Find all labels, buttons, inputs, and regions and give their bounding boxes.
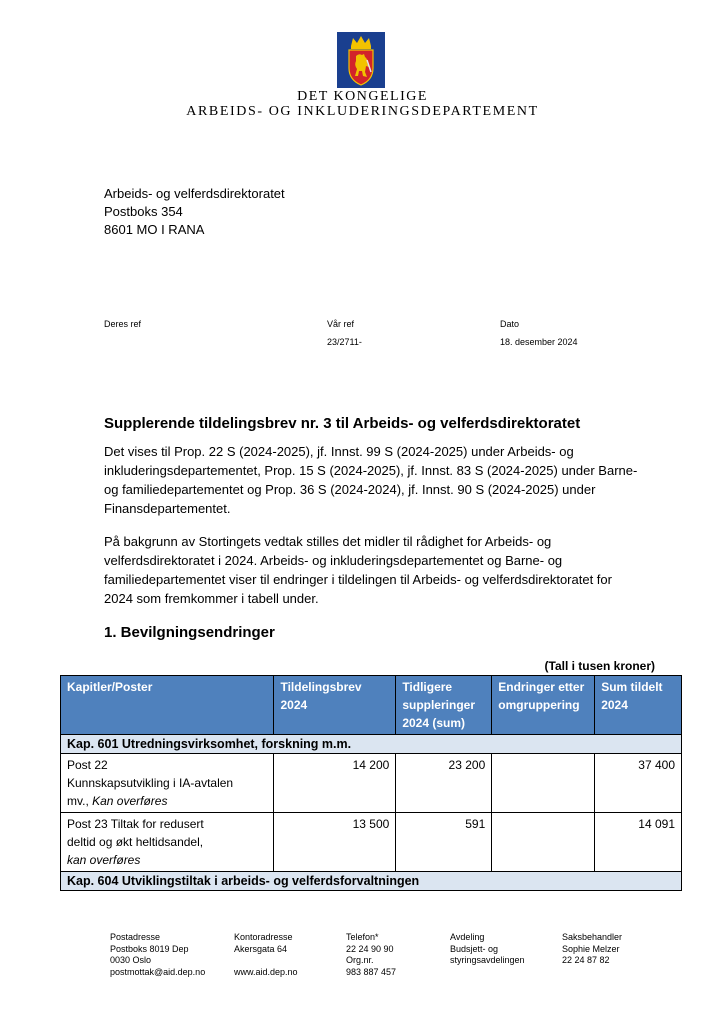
paragraph-line: På bakgrunn av Stortingets vedtak stilles det midler til rådighet for Arbeids- og [104,534,552,549]
footer-saksbehandler: Saksbehandler Sophie Melzer 22 24 87 82 [562,932,623,965]
paragraph-line: Finansdepartementet. [104,501,231,516]
section-heading: 1. Bevilgningsendringer [104,624,275,641]
header-endringer: Endringer etter omgruppering [492,676,595,735]
paragraph-line: 2024 som fremkommer i tabell under. [104,591,319,606]
recipient-address [104,185,285,239]
kap-601-heading: Kap. 601 Utredningsvirksomhet, forskning m.m. [61,735,682,754]
post-23-tidligere: 591 [396,813,492,872]
paragraph-line: Det vises til Prop. 22 S (2024-2025), jf. Innst. 99 S (2024-2025) under Arbeids- og [104,444,574,459]
deres-ref-label: Deres ref [104,319,142,329]
post-22-sum: 37 400 [595,754,682,813]
kap-604-heading: Kap. 604 Utviklingstiltak i arbeids- og velferdsforvaltningen [61,872,682,891]
footer-postadresse: Postadresse Postboks 8019 Dep 0030 Oslo postmottak@aid.dep.no [110,932,206,977]
dato-label: Dato [500,319,520,329]
coat-of-arms-icon [337,32,385,88]
post-23-endringer [492,813,595,872]
department-line-1: DET KONGELIGE [297,89,428,104]
post-23-sum: 14 091 [595,813,682,872]
paragraph-line: velferdsdirektoratet i 2024. Arbeids- og inkluderingsdepartementet og Barne- og [104,553,563,568]
budget-table [60,675,682,891]
recipient-postbox: Postboks 354 [104,204,183,219]
paragraph-1 [104,442,664,518]
table-header-row [61,676,682,735]
var-ref-label: Vår ref [327,319,355,329]
table-row-post-22 [61,754,682,813]
letter-title: Supplerende tildelingsbrev nr. 3 til Arbeids- og velferdsdirektoratet [104,415,581,432]
department-line-2: ARBEIDS- OG INKLUDERINGSDEPARTEMENT [186,104,539,119]
paragraph-line: og familiedepartementet og Prop. 36 S (2024-2024), jf. Innst. 90 S (2024-2025) under [104,482,596,497]
footer-telefon: Telefon* 22 24 90 90 Org.nr. 983 887 457 [346,932,397,977]
recipient-city: 8601 MO I RANA [104,222,205,237]
footer-kontoradresse: Kontoradresse Akersgata 64 www.aid.dep.no [234,932,298,977]
paragraph-line: inkluderingsdepartementet, Prop. 15 S (2024-2025), jf. Innst. 83 S (2024-2025) under Barne- [104,463,638,478]
post-22-tidligere: 23 200 [396,754,492,813]
header-tildelingsbrev: Tildelingsbrev 2024 [274,676,396,735]
post-22-tildelingsbrev: 14 200 [274,754,396,813]
header-kapitler: Kapitler/Poster [61,676,274,735]
dato-value: 18. desember 2024 [500,337,578,347]
table-row-kap-604 [61,872,682,891]
recipient-name: Arbeids- og velferdsdirektoratet [104,186,285,201]
table-row-post-23 [61,813,682,872]
header-tidligere: Tidligere suppleringer 2024 (sum) [396,676,492,735]
post-22-label: Post 22 Kunnskapsutvikling i IA-avtalen mv., Kan overføres [61,754,274,813]
post-23-tildelingsbrev: 13 500 [274,813,396,872]
header-sum: Sum tildelt 2024 [595,676,682,735]
post-22-endringer [492,754,595,813]
table-row-kap-601 [61,735,682,754]
footer-avdeling: Avdeling Budsjett- og styringsavdelingen [450,932,525,965]
post-23-label: Post 23 Tiltak for redusert deltid og økt heltidsandel, kan overføres [61,813,274,872]
paragraph-2 [104,532,664,608]
var-ref-value: 23/2711- [327,337,362,347]
paragraph-line: familiedepartementet viser til endringer i tildelingen til Arbeids- og velferdsdirektoratet for [104,572,612,587]
unit-note: (Tall i tusen kroner) [544,659,655,673]
